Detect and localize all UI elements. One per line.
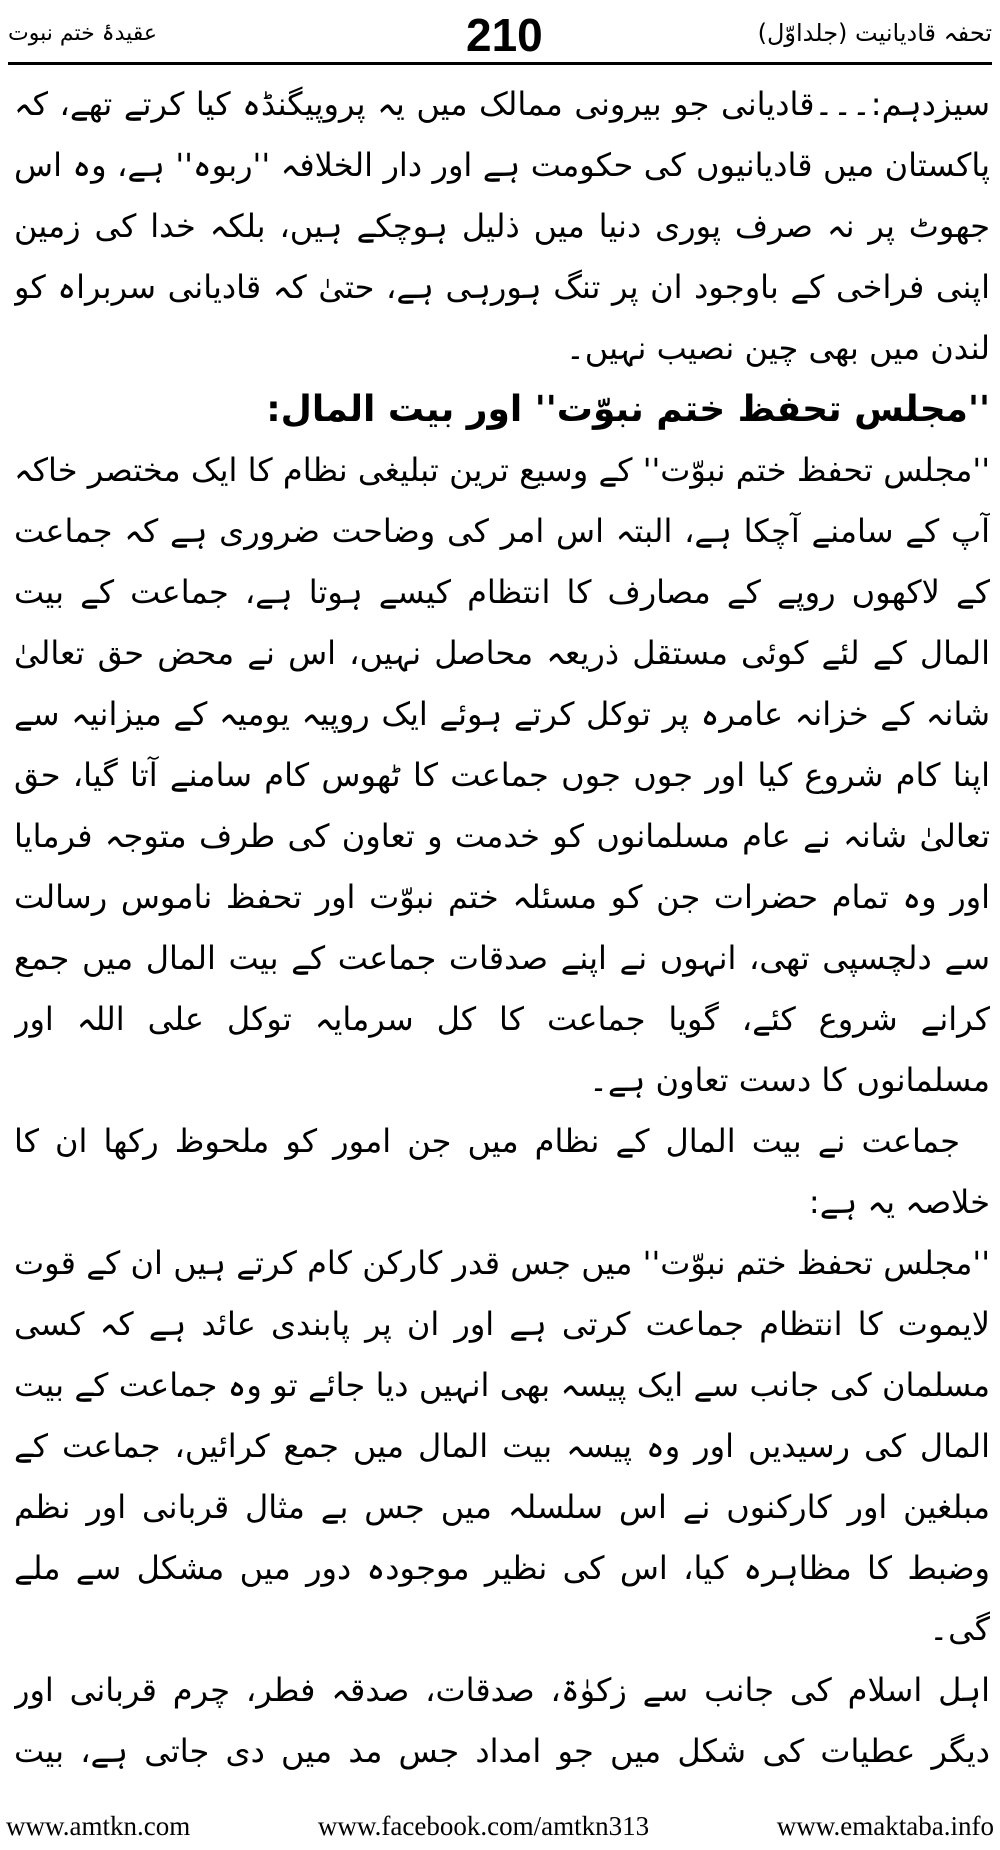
page-body bbox=[14, 74, 990, 1790]
paragraph: ''مجلس تحفظ ختم نبوّت'' کے وسیع ترین تبلیغی نظام کا ایک مختصر خاکہ آپ کے سامنے آچکا ہے، البتہ اس امر کی وضاحت ضروری ہے کہ جماعت کے لاکھوں روپے کے مصارف کا انتظام کیسے ہوتا ہے، جماعت کے بیت المال کے لئے کوئی مستقل ذریعہ محاصل نہیں، اس نے محض حق تعالیٰ شانہ کے خزانہ عامرہ پر توکل کرتے ہوئے ایک روپیہ یومیہ کے میزانیہ سے اپنا کام شروع کیا اور جوں جوں جماعت کا ٹھوس کام سامنے آتا گیا، حق تعالیٰ شانہ نے عام مسلمانوں کو خدمت و تعاون کی طرف متوجہ فرمایا اور وہ تمام حضرات جن کو مسئلہ ختم نبوّت اور تحفظ ناموس رسالت سے دلچسپی تھی، انہوں نے اپنے صدقات جماعت کے بیت المال میں جمع کرانے شروع کئے، گویا جماعت کا کل سرمایہ توکل علی اللہ اور مسلمانوں کا دست تعاون ہے۔ bbox=[14, 451, 990, 1099]
footer-link-amtkn[interactable]: www.amtkn.com bbox=[6, 1810, 191, 1841]
chapter-title: عقیدۂ ختم نبوت bbox=[8, 20, 158, 46]
paragraph: جماعت نے بیت المال کے نظام میں جن امور کو ملحوظ رکھا ان کا خلاصہ یہ ہے: bbox=[14, 1122, 990, 1221]
footer-link-emaktaba[interactable]: www.emaktaba.info bbox=[776, 1810, 994, 1841]
book-title: تحفہ قادیانیت (جلداوّل) bbox=[757, 19, 992, 47]
paragraph: ''مجلس تحفظ ختم نبوّت'' میں جس قدر کارکن کام کرتے ہیں ان کے قوت لایموت کا انتظام جماعت کرتی ہے اور ان پر پابندی عائد ہے کہ کسی مسلمان کی جانب سے ایک پیسہ بھی انہیں دیا جائے تو وہ جماعت کے بیت المال کی رسیدیں اور وہ پیسہ بیت المال میں جمع کرائیں، جماعت کے مبلغین اور کارکنوں نے اس سلسلہ میں جس بے مثال قربانی اور نظم وضبط کا مظاہرہ کیا، اس کی نظیر موجودہ دور میں مشکل سے ملے گی۔ bbox=[14, 1244, 990, 1648]
page-footer bbox=[6, 1808, 994, 1844]
page-number: 210 bbox=[466, 9, 543, 61]
section-heading: ''مجلس تحفظ ختم نبوّت'' اور بیت المال: bbox=[266, 389, 990, 430]
header-divider bbox=[8, 62, 992, 65]
paragraph: سیزدہم:۔۔۔قادیانی جو بیرونی ممالک میں یہ پروپیگنڈہ کیا کرتے تھے، کہ پاکستان میں قادیانیوں کی حکومت ہے اور دار الخلافہ ''ربوہ'' ہے، وہ اس جھوٹ پر نہ صرف پوری دنیا میں ذلیل ہوچکے ہیں، بلکہ خدا کی زمین اپنی فراخی کے باوجود ان پر تنگ ہورہی ہے، حتیٰ کہ قادیانی سربراہ کو لندن میں بھی چین نصیب نہیں۔ bbox=[14, 85, 990, 367]
footer-link-facebook[interactable]: www.facebook.com/amtkn313 bbox=[317, 1810, 650, 1841]
paragraph: اہل اسلام کی جانب سے زکوٰۃ، صدقات، صدقہ فطر، چرم قربانی اور دیگر عطیات کی شکل میں جو امداد جس مد میں دی جاتی ہے، بیت bbox=[14, 1671, 990, 1770]
page-header bbox=[8, 8, 992, 61]
